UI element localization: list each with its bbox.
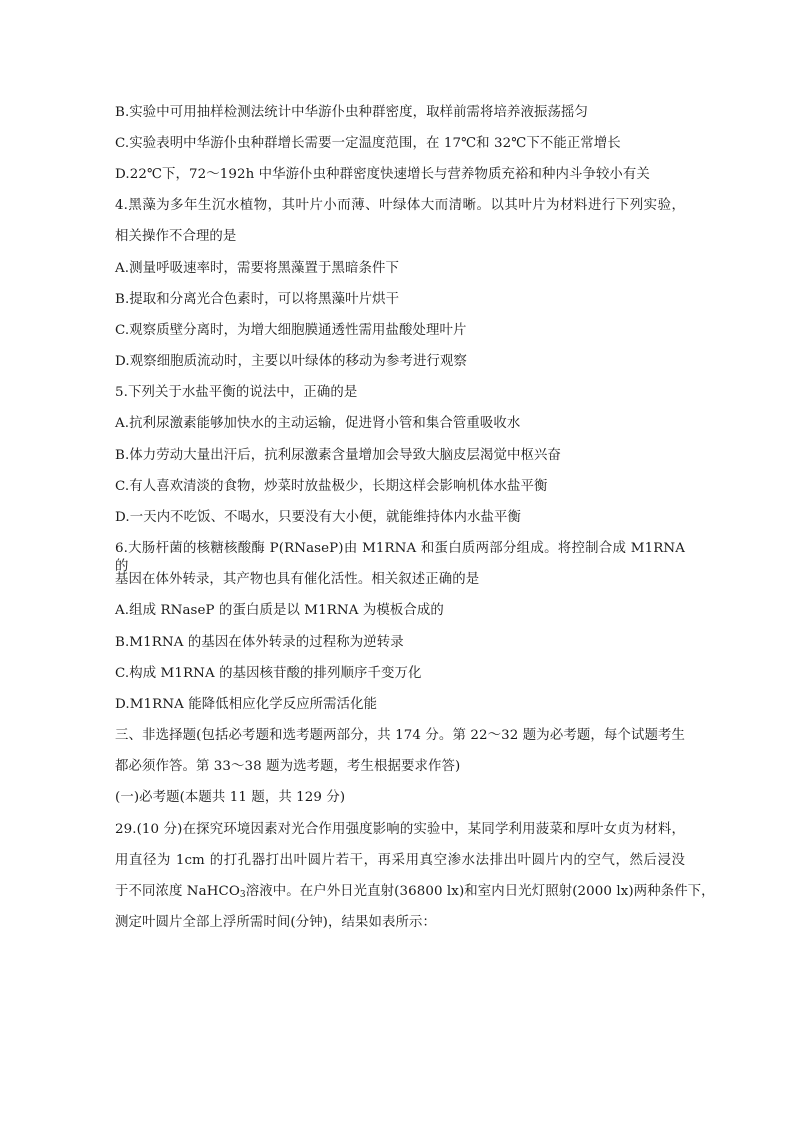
question-6-stem-cont: 基因在体外转录，其产物也具有催化活性。相关叙述正确的是: [115, 572, 480, 587]
section-3-heading-cont: 都必须作答。第 33～38 题为选考题，考生根据要求作答): [115, 759, 461, 774]
question-5-stem: 5.下列关于水盐平衡的说法中，正确的是: [115, 385, 358, 400]
option-4d: D.观察细胞质流动时，主要以叶绿体的移动为参考进行观察: [115, 354, 467, 369]
question-29-stem-cont2: [115, 883, 715, 901]
question-29-stem-cont3: 测定叶圆片全部上浮所需时间(分钟)，结果如表所示：: [115, 915, 436, 930]
section-3-heading: 三、非选择题(包括必考题和选考题两部分，共 174 分。第 22～32 题为必考题，每个试题考生: [115, 728, 685, 743]
option-5a: A.抗利尿激素能够加快水的主动运输，促进肾小管和集合管重吸收水: [115, 416, 521, 431]
question-4-stem-cont: 相关操作不合理的是: [115, 229, 237, 244]
option-3b: B.实验中可用抽样检测法统计中华游仆虫种群密度，取样前需将培养液振荡摇匀: [115, 105, 588, 120]
option-5b: B.体力劳动大量出汗后，抗利尿激素含量增加会导致大脑皮层渴觉中枢兴奋: [115, 448, 561, 463]
option-4a: A.测量呼吸速率时，需要将黑藻置于黑暗条件下: [115, 261, 399, 276]
option-6a: A.组成 RNaseP 的蛋白质是以 M1RNA 为模板合成的: [115, 603, 444, 618]
question-4-stem: 4.黑藻为多年生沉水植物，其叶片小而薄、叶绿体大而清晰。以其叶片为材料进行下列实验，: [115, 198, 685, 213]
question-29-stem-cont1: 用直径为 1cm 的打孔器打出叶圆片若干，再采用真空渗水法排出叶圆片内的空气，然后浸没: [115, 853, 685, 868]
option-4b: B.提取和分离光合色素时，可以将黑藻叶片烘干: [115, 292, 400, 307]
option-5c: C.有人喜欢清淡的食物，炒菜时放盐极少，长期这样会影响机体水盐平衡: [115, 479, 548, 494]
question-29-text-a: 于不同浓度 NaHCO: [115, 884, 240, 899]
option-6b: B.M1RNA 的基因在体外转录的过程称为逆转录: [115, 635, 404, 650]
question-6-stem: 6.大肠杆菌的核糖核酸酶 P(RNaseP)由 M1RNA 和蛋白质两部分组成。将控制合成 M1RNA 的: [115, 541, 685, 574]
option-5d: D.一天内不吃饭、不喝水，只要没有大小便，就能维持体内水盐平衡: [115, 510, 521, 525]
required-questions-heading: (一)必考题(本题共 11 题，共 129 分): [115, 790, 346, 805]
option-3c: C.实验表明中华游仆虫种群增长需要一定温度范围，在 17℃和 32℃下不能正常增长: [115, 136, 621, 151]
question-29-text-b: 溶液中。在户外日光直射(36800 lx)和室内日光灯照射(2000 lx)两种条件下，: [245, 884, 715, 899]
subscript-3: 3: [239, 890, 246, 900]
question-29-stem: 29.(10 分)在探究环境因素对光合作用强度影响的实验中，某同学利用菠菜和厚叶女贞为材料，: [115, 822, 685, 837]
option-6d: D.M1RNA 能降低相应化学反应所需活化能: [115, 697, 378, 712]
option-6c: C.构成 M1RNA 的基因核苷酸的排列顺序千变万化: [115, 666, 422, 681]
option-4c: C.观察质壁分离时，为增大细胞膜通透性需用盐酸处理叶片: [115, 323, 467, 338]
option-3d: D.22℃下，72～192h 中华游仆虫种群密度快速增长与营养物质充裕和种内斗争较小有关: [115, 167, 650, 182]
